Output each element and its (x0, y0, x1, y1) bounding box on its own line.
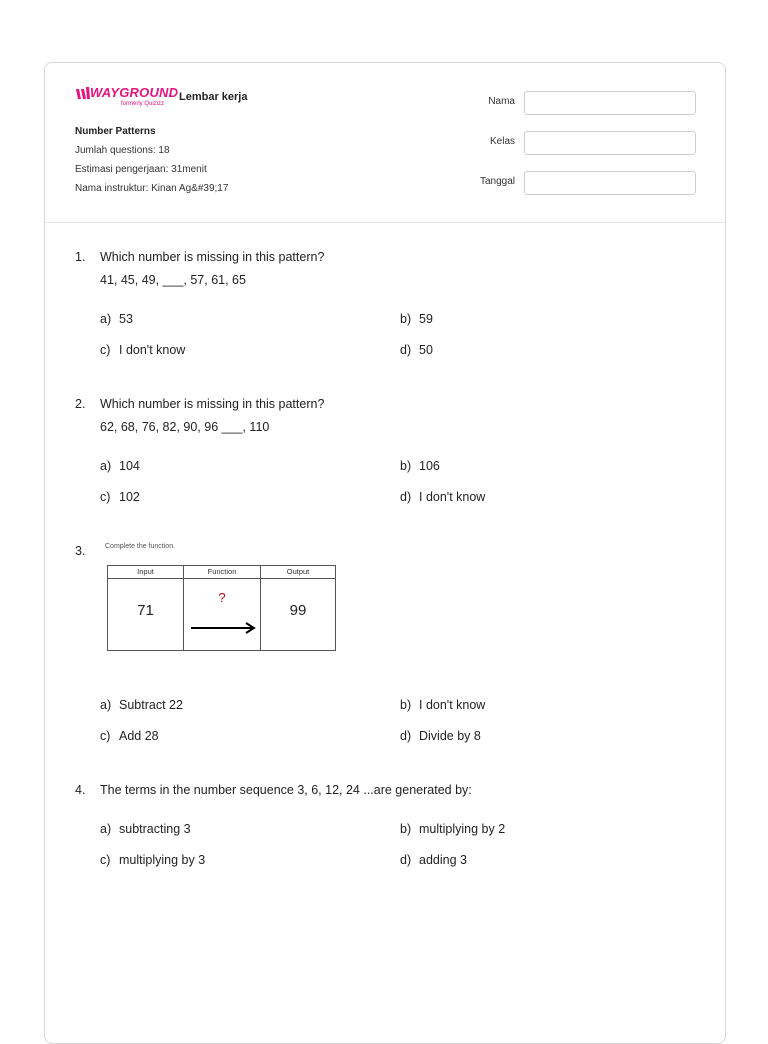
function-caption: Complete the function. (105, 543, 176, 550)
input-header: Input (108, 566, 183, 579)
option-b[interactable]: b) 106 (400, 459, 440, 473)
option-d[interactable]: d) I don't know (400, 490, 486, 504)
function-column (184, 566, 261, 650)
option-c[interactable]: c) I don't know (100, 343, 186, 357)
option-b[interactable]: b) I don't know (400, 698, 486, 712)
question-sequence: 62, 68, 76, 82, 90, 96 ___, 110 (100, 420, 270, 434)
time-estimate: Estimasi pengerjaan: 31menit (75, 164, 207, 175)
output-value: 99 (289, 602, 307, 619)
output-header: Output (261, 566, 335, 579)
question-number: 2. (75, 397, 86, 411)
arrow-right-icon (189, 621, 259, 635)
function-table (107, 565, 336, 651)
option-a[interactable]: a) 104 (100, 459, 140, 473)
option-c[interactable]: c) Add 28 (100, 729, 159, 743)
logo-subtitle: formerly Quizizz (121, 101, 165, 107)
option-d[interactable]: d) 50 (400, 343, 433, 357)
question-count: Jumlah questions: 18 (75, 145, 170, 156)
class-field[interactable] (524, 131, 696, 155)
worksheet-page (44, 62, 726, 1044)
function-header: Function (184, 566, 260, 579)
option-b[interactable]: b) 59 (400, 312, 433, 326)
question-number: 3. (75, 544, 86, 558)
input-value: 71 (137, 602, 154, 619)
worksheet-title: Number Patterns (75, 126, 156, 137)
option-d[interactable]: d) Divide by 8 (400, 729, 481, 743)
worksheet-label: Lembar kerja (179, 91, 248, 103)
question-sequence: 41, 45, 49, ___, 57, 61, 65 (100, 273, 246, 287)
option-d[interactable]: d) adding 3 (400, 853, 467, 867)
name-label: Nama (488, 96, 515, 107)
name-field[interactable] (524, 91, 696, 115)
date-field[interactable] (524, 171, 696, 195)
option-c[interactable]: c) 102 (100, 490, 140, 504)
option-a[interactable]: a) Subtract 22 (100, 698, 183, 712)
output-column (261, 566, 335, 650)
option-c[interactable]: c) multiplying by 3 (100, 853, 206, 867)
question-text: The terms in the number sequence 3, 6, 12, 24 ...are generated by: (100, 783, 472, 797)
option-a[interactable]: a) 53 (100, 312, 133, 326)
wayground-logo (76, 85, 179, 115)
logo-wordmark: WAYGROUND (90, 85, 179, 100)
question-number: 4. (75, 783, 86, 797)
question-number: 1. (75, 250, 86, 264)
class-label: Kelas (489, 136, 515, 147)
option-b[interactable]: b) multiplying by 2 (400, 822, 506, 836)
option-a[interactable]: a) subtracting 3 (100, 822, 191, 836)
question-text: Which number is missing in this pattern? (100, 397, 325, 411)
input-column (108, 566, 184, 650)
worksheet-header (45, 63, 725, 223)
date-label: Tanggal (479, 176, 515, 187)
question-text: Which number is missing in this pattern? (100, 250, 325, 264)
instructor-name: Nama instruktur: Kinan Ag&#39;17 (75, 183, 229, 194)
function-value: ? (218, 590, 226, 605)
function-table-image (105, 543, 337, 653)
